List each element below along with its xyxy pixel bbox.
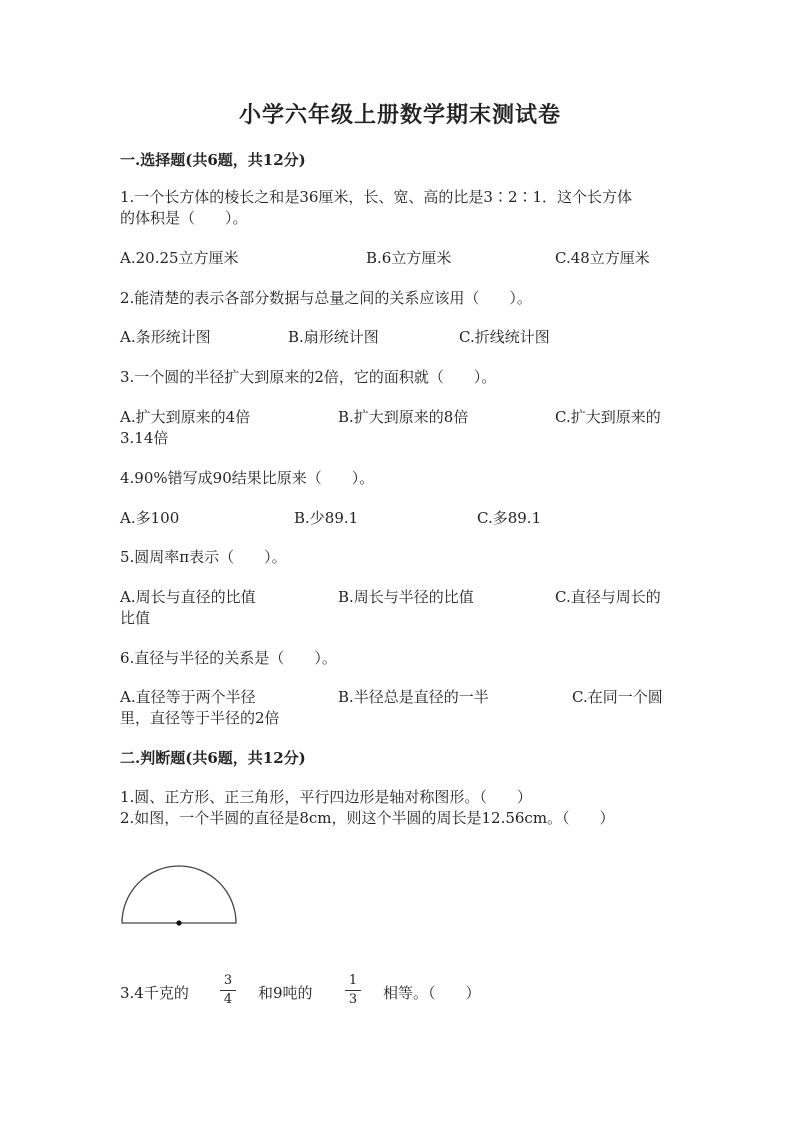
question-5-option-a: A.周长与直径的比值 xyxy=(120,588,256,606)
fraction-2-denominator: 3 xyxy=(348,992,358,1007)
fraction-1-denominator: 4 xyxy=(223,992,233,1007)
semicircle-figure xyxy=(118,860,242,930)
question-1-stem-cont: 的体积是（ ）。 xyxy=(120,209,248,227)
fraction-1-numerator: 3 xyxy=(223,973,233,988)
fraction-1-bar xyxy=(220,990,236,991)
judgement-3-part3: 相等。（ ） xyxy=(383,984,481,1002)
question-5-option-c-cont: 比值 xyxy=(120,609,151,627)
question-6-option-b: B.半径总是直径的一半 xyxy=(338,688,489,706)
question-1-stem: 1.一个长方体的棱长之和是36厘米，长、宽、高的比是3∶2∶1．这个长方体 xyxy=(120,188,633,206)
judgement-2: 2.如图，一个半圆的直径是8cm，则这个半圆的周长是12.56cm。（ ） xyxy=(120,809,615,827)
question-6-option-c-cont: 里，直径等于半径的2倍 xyxy=(120,709,280,727)
question-5-stem: 5.圆周率π表示（ ）。 xyxy=(120,548,287,566)
judgement-3-part2: 和9吨的 xyxy=(258,984,313,1002)
question-3-stem: 3.一个圆的半径扩大到原来的2倍，它的面积就（ ）。 xyxy=(120,368,497,386)
question-3-option-c: C.扩大到原来的 xyxy=(555,408,661,426)
question-5-option-c: C.直径与周长的 xyxy=(555,588,661,606)
question-6-stem: 6.直径与半径的关系是（ ）。 xyxy=(120,649,337,667)
question-4-option-a: A.多100 xyxy=(120,509,180,527)
fraction-2-bar xyxy=(345,990,361,991)
question-3-option-a: A.扩大到原来的4倍 xyxy=(120,408,251,426)
semicircle-arc xyxy=(122,866,236,923)
question-3-option-c-cont: 3.14倍 xyxy=(120,429,169,447)
question-4-option-b: B.少89.1 xyxy=(294,509,359,527)
question-2-option-b: B.扇形统计图 xyxy=(288,328,379,346)
section-heading-choice: 一.选择题(共6题，共12分) xyxy=(120,151,306,169)
question-3-option-b: B.扩大到原来的8倍 xyxy=(338,408,469,426)
question-4-stem: 4.90%错写成90结果比原来（ ）。 xyxy=(120,469,375,487)
question-1-option-c: C.48立方厘米 xyxy=(555,249,650,267)
center-point xyxy=(176,920,181,925)
judgement-1: 1.圆、正方形、正三角形，平行四边形是轴对称图形。（ ） xyxy=(120,788,532,806)
question-2-option-a: A.条形统计图 xyxy=(120,328,211,346)
question-4-option-c: C.多89.1 xyxy=(477,509,542,527)
question-1-option-b: B.6立方厘米 xyxy=(366,249,452,267)
question-5-option-b: B.周长与半径的比值 xyxy=(338,588,474,606)
section-heading-judgement: 二.判断题(共6题，共12分) xyxy=(120,749,306,767)
question-6-option-a: A.直径等于两个半径 xyxy=(120,688,256,706)
judgement-3-part1: 3.4千克的 xyxy=(120,984,189,1002)
page-title: 小学六年级上册数学期末测试卷 xyxy=(238,102,561,128)
fraction-three-quarters xyxy=(218,973,238,1008)
question-2-stem: 2.能清楚的表示各部分数据与总量之间的关系应该用（ ）。 xyxy=(120,289,532,307)
fraction-one-third xyxy=(343,973,363,1008)
question-2-option-c: C.折线统计图 xyxy=(459,328,550,346)
fraction-2-numerator: 1 xyxy=(348,973,358,988)
question-1-option-a: A.20.25立方厘米 xyxy=(120,249,239,267)
question-6-option-c: C.在同一个圆 xyxy=(572,688,663,706)
